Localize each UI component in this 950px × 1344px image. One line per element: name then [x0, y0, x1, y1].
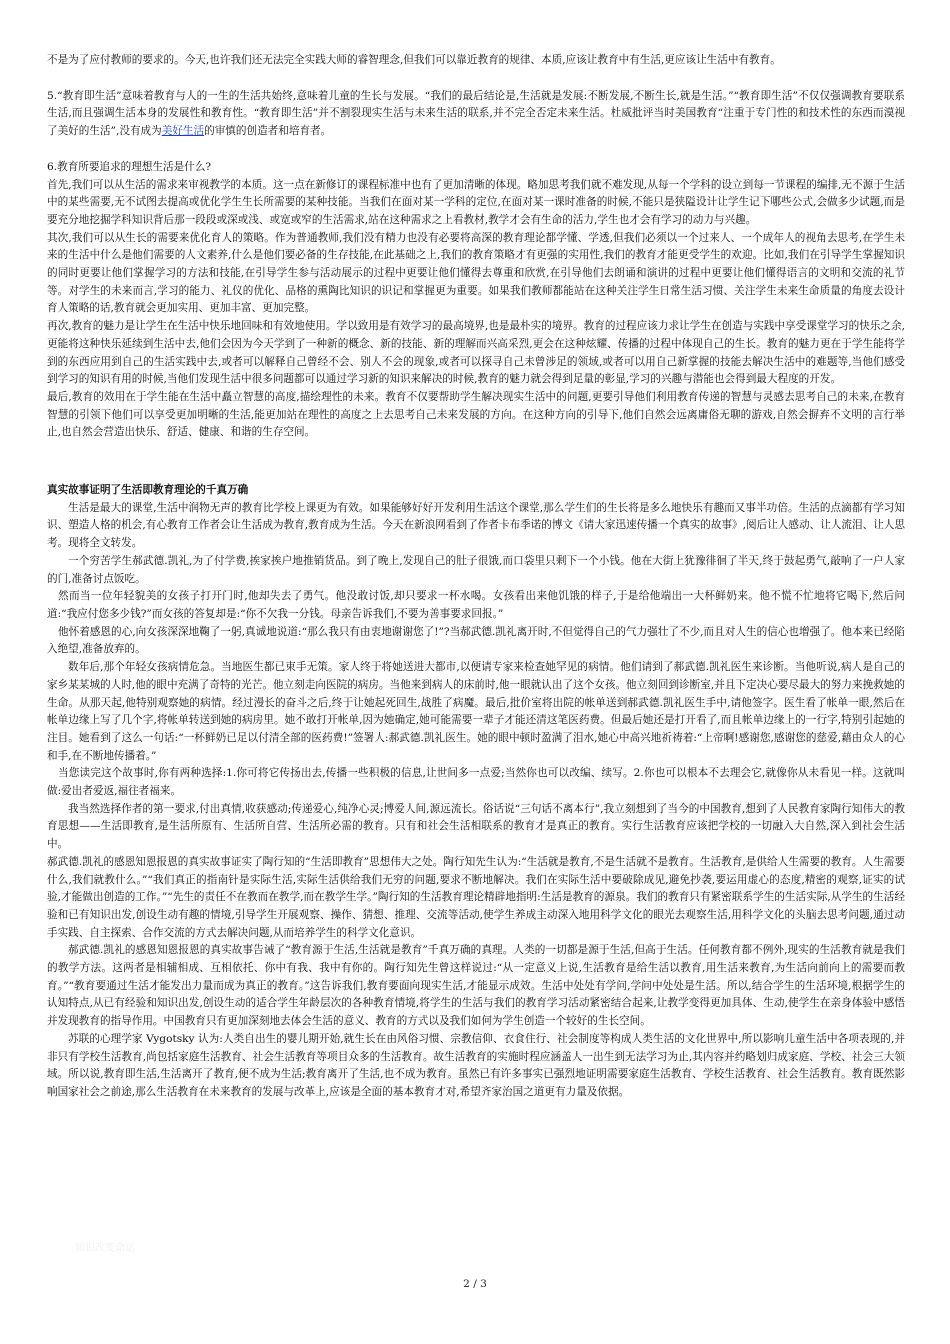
page-number: 2 / 3: [463, 1278, 487, 1290]
point-6-heading: 6.教育所要追求的理想生活是什么?: [47, 160, 212, 173]
story-title: 真实故事证明了生活即教育理论的千真万确: [47, 484, 249, 497]
point-5-text: 5.“教育即生活”意味着教育与人的一生的生活共始终,意味着儿童的生长与发展。“我们的最后结论是,生活就是发展:不断发展,不断生长,就是生活。”“教育即生活”不仅仅强调教育要联系生活,而且强调生活本身的发展性和教育性。“教育即生活”并不割裂现实生活与未来生活的联系,并不完全否定未来生活。杜威批评当时美国教育“注重于专门性的和技术性的东西而漠视了美好的生活”,没有成为: [47, 89, 905, 138]
story-paragraph: 郝武德.凯礼的感恩知恩报恩的真实故事证实了陶行知的“生活即教育”思想伟大之处。陶行知先生认为:“生活就是教育,不是生活就不是教育。生活教育,是供给人生需要的教育。人生需要什么,我们就教什么。”“我们真正的指南针是实际生活,实际生活供给我们无穷的问题,要求不断地解决。我们在实际生活中要破除成见,避免抄袭,要运用虚心的态度,精密的观察,证实的试验,才能做出创造的工作。”“先生的责任不在教而在教学,而在教学生学。”陶行知的生活教育理论精辟地指明:生活是教育的源泉。我们的教育只有紧密联系学生的生活实际,从学生的生活经验和已有知识出发,创设生动有趣的情境,引导学生开展观察、操作、猜想、推理、交流等活动,使学生养成主动深入地用科学文化的眼光去观察生活,用科学文化的头脑去思考问题,通过动手实践、自主探索、合作交流的方式去解决问题,从而培养学生的科学文化意识。: [47, 855, 905, 939]
story-paragraph: 我当然选择作者的第一要求,付出真情,收获感动;传递爱心,纯净心灵;博爱人间,源远流长。俗话说“三句话不离本行”,我立刻想到了当今的中国教育,想到了人民教育家陶行知伟大的教育思想——生活即教育,是生活所原有、生活所自营、生活所必需的教育。只有和社会生活相联系的教育才是真正的教育。实行生活教育应该把学校的一切融入大自然,深入到社会生活中。: [47, 802, 905, 851]
story-paragraph: 然而当一位年轻貌美的女孩子打开门时,他却失去了勇气。他没敢讨饭,却只要求一杯水喝。女孩看出来他饥饿的样子,于是给他端出一大杯鲜奶来。他不慌不忙地将它喝下,然后问道:“我应付您多少钱?”而女孩的答复却是:“你不欠我一分钱。母亲告诉我们,不要为善事要求回报。”: [47, 590, 905, 620]
story-paragraph: 苏联的心理学家 Vygotsky 认为:人类自出生的婴儿期开始,就生长在由风俗习惯、宗教信仰、衣食住行、社会制度等构成人类生活的文化世界中,所以影响儿童生活中各项表现的,并非只有学校生活教育,尚包括家庭生活教育、社会生活教育等项目众多的生活教育。故生活教育的实施时程应涵盖人一出生到无法学习为止,其内容并约略划归成家庭、学校、社会三大领域。所以说,教育即生活,生活离开了教育,便不成为生活;教育离开了生活,也不成为教育。虽然已有许多事实已强烈地证明需要家庭生活教育、学校生活教育、社会生活教育。教育既然影响国家社会之前途,那么生活教育在未来教育的发展与改革上,应该是全面的基本教育才对,希望齐家治国之道更有力量及依据。: [47, 1032, 905, 1098]
point-5-paragraph: [47, 88, 905, 141]
good-life-link[interactable]: 美好生活: [161, 125, 205, 138]
spacer: [47, 442, 905, 482]
point-6-paragraph-4: 最后,教育的效用在于学生能在生活中矗立智慧的高度,描绘理性的未来。教育不仅要帮助学生解决现实生活中的问题,更要引导他们利用教育传递的智慧与灵感去思考自己的未来,在教育智慧的引领下他们可以享受更加明晰的生活,能更加站在理性的高度之上去思考自己未来发展的方向。在这种方向的引导下,他们自然会远离庸俗无聊的游戏,自然会摒弃不文明的言行举止,也自然会营造出快乐、舒适、健康、和谐的生存空间。: [47, 390, 905, 439]
document-page: [47, 52, 905, 1102]
spacer: [47, 70, 905, 88]
story-paragraph: 生活是最大的课堂,生活中润物无声的教育比学校上课更为有效。如果能够好好开发利用生活这个课堂,那么学生们的生长将是多么地快乐有趣而又事半功倍。生活的点滴都有学习知识、塑造人格的机会,有心教育工作者会让生活成为教育,教育成为生活。今天在新浪网看到了作者卡布季诺的博文《请大家迅速传播一个真实的故事》,阅后让人感动、让人流泪、让人思考。现将全文转发。: [47, 501, 905, 550]
point-6-paragraph-1: 首先,我们可以从生活的需求来审视教学的本质。这一点在新修订的课程标准中也有了更加清晰的体现。略加思考我们就不难发现,从每一个学科的设立到每一节课程的编排,无不源于生活中的某些需要,无不试图去提高或优化学生生长所需要的某种技能。当我们在面对某一学科的定位,在面对某一课时准备的时候,不能只是狭隘设计让学生记下哪些公式,会做多少试题,而是要充分地挖掘学科知识背后那一段段或深或浅、或宽或窄的生活需求,站在这种需求之上看教材,教学才会有生命的活力,学生也才会有学习的动力与兴趣。: [47, 178, 905, 226]
point-6-paragraph-2: 其次,我们可以从生长的需要来优化育人的策略。作为普通教师,我们没有精力也没有必要将高深的教育理论都学懂、学透,但我们必须以一个过来人、一个成年人的视角去思考,在学生未来的生活中什么是他们需要的人文素养,什么是他们要必备的生存技能,在此基础之上,我们的教育策略才有更强的实用性,我们的教育才能更受学生的欢迎。比如,我们在引导学生掌握知识的同时更要让他们掌握学习的方法和技能,在引导学生参与活动展示的过程中更要让他们懂得去尊重和欣赏,在引导他们去朗诵和演讲的过程中更要让他们懂得语言的文明和交流的礼节等。对学生的未来而言,学习的能力、礼仪的优化、品格的熏陶比知识的识记和掌握更为重要。如果我们教师都能站在这种关注学生日常生活习惯、关注学生未来生命质量的角度去设计育人策略的话,教育就会更加实用、更加丰富、更加完整。: [47, 231, 905, 315]
story-paragraph: 郝武德.凯礼的感恩知恩报恩的真实故事告诫了“教育源于生活,生活就是教育”千真万确的真理。人类的一切都是源于生活,但高于生活。任何教育都不例外,现实的生活教育就是我们的教学方法。这两者是相辅相成、互相依托、你中有我、我中有你的。陶行知先生曾这样说过:“从一定意义上说,生活教育是给生活以教育,用生活来教育,为生活向前向上的需要而教育。”“教育要通过生活才能发出力量而成为真正的教育。”这告诉我们,教育要面向现实生活,才能显示成效。生活中处处有学问,学问中处处是生活。所以,结合学生的生活环境,根据学生的认知特点,从已有经验和知识出发,创设生动的适合学生年龄层次的各种教育情境,将学生的生活与我们的教育学习活动紧密结合起来,让教学变得更加具体、生动,使学生在亲身体验中感悟并发现教育的指导作用。中国教育只有更加深刻地去体会生活的意义、教育的方式以及我们如何为学生创造一个较好的生长空间。: [47, 944, 905, 1028]
point-5-text-end: 的审慎的创造者和培育者。: [204, 125, 332, 138]
story-paragraph: 他怀着感恩的心,向女孩深深地鞠了一躬,真诚地说道:“那么我只有由衷地谢谢您了!”?当郝武德.凯礼离开时,不但觉得自己的气力强壮了不少,而且对人生的信心也增强了。他本来已经陷入绝望,准备放弃的。: [47, 625, 905, 656]
story-paragraph: 数年后,那个年轻女孩病情危急。当地医生都已束手无策。家人终于将她送进大都市,以便请专家来检查她罕见的病情。他们请到了郝武德.凯礼医生来诊断。当他听说,病人是自己的家乡某某城的人时,他的眼中充满了奇特的光芒。他立刻走向医院的病房。当他来到病人的床前时,他一眼就认出了这个女孩。他立刻回到诊断室,并且下定决心要尽最大的努力来挽救她的生命。从那天起,他特别观察她的病情。经过漫长的奋斗之后,终于让她起死回生,战胜了病魔。最后,批价室将出院的帐单送到郝武德.凯礼医生手中,请他签字。医生看了帐单一眼,然后在帐单边缘上写了几个字,将帐单转送到她的病房里。她不敢打开帐单,因为她确定,她可能需要一辈子才能还清这笔医药费。但最后她还是打开看了,而且帐单边缘上的一行字,特别引起她的注目。她看到了这么一句话:“一杯鲜奶已足以付清全部的医药费!”签署人:郝武德.凯礼医生。她的眼中顿时盈满了泪水,她心中高兴地祈祷着:“上帝啊!感谢您,感谢您的慈爱,藉由众人的心和手,在不断地传播着。”: [47, 661, 905, 762]
story-body: [47, 500, 905, 1102]
point-6-paragraph-3: 再次,教育的魅力是让学生在生活中快乐地回味和有效地使用。学以致用是有效学习的最高境界,也是最朴实的境界。教育的过程应该力求让学生在创造与实践中享受课堂学习的快乐之余,更能将这种快乐延续到生活中去,他们会因为今天学到了一种新的概念、新的技能、新的理解而兴高采烈,更会在这种炫耀、传播的过程中体现自己的生长。教育的魅力更在于学生能将学到的东西应用到自己的生活实践中去,或者可以解释自己曾经不会、别人不会的现象,或者可以探寻自己未曾涉足的领域,或者可以用自己新掌握的技能去解决生活中的难题等,当他们感受到学习的知识有用的时候,当他们发现生活中很多问题都可以通过学习新的知识来解决的时候,教育的魅力就会得到足量的彰显,学习的兴趣与潜能也会得到最大程度的开发。: [47, 320, 905, 386]
faint-watermark-text: 知识改变命运: [75, 1243, 135, 1254]
story-paragraph: 一个穷苦学生郝武德.凯礼,为了付学费,挨家挨户地推销货品。到了晚上,发现自己的肚子很饿,而口袋里只剩下一个小钱。他在大街上犹豫徘徊了半天,终于鼓起勇气,敲响了一户人家的门,准备讨点饭吃。: [47, 554, 905, 585]
intro-paragraph: 不是为了应付教师的要求的。今天,也许我们还无法完全实践大师的睿智理念,但我们可以靠近教育的规律、本质,应该让教育中有生活,更应该让生活中有教育。: [47, 54, 781, 66]
spacer: [47, 141, 905, 159]
story-paragraph: 当您读完这个故事时,你有两种选择:1.你可将它传扬出去,传播一些积极的信息,让世间多一点爱;当然你也可以改编、续写。2.你也可以根本不去理会它,就像你从未看见一样。这就叫做:爱出者爱返,福往者福来。: [47, 767, 905, 798]
